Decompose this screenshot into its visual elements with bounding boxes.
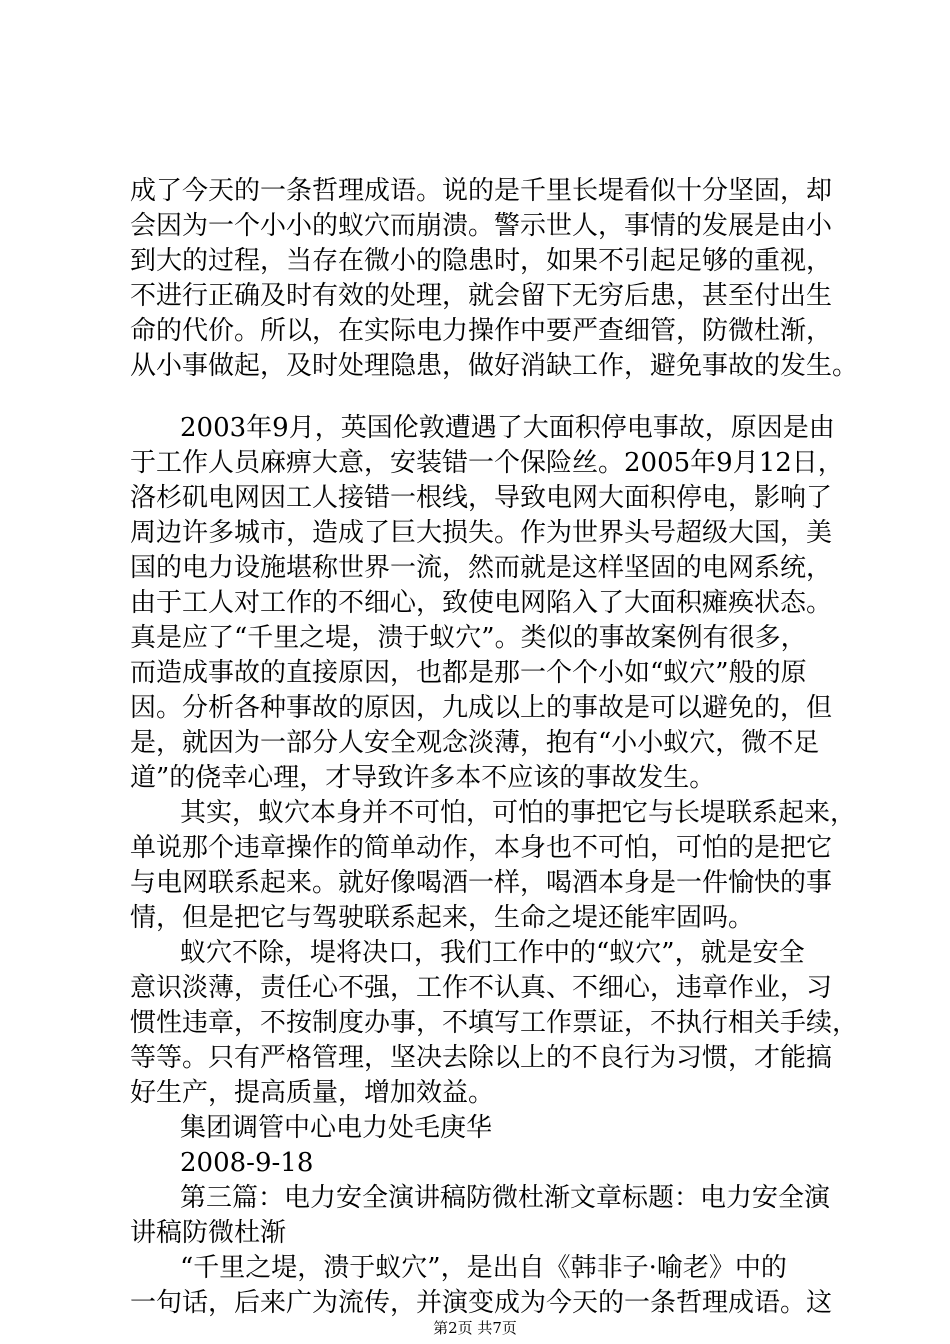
text-line: 惯性违章，不按制度办事，不填写工作票证，不执行相关手续， xyxy=(130,1008,859,1038)
text-line: 道”的侥幸心理，才导致许多本不应该的事故发生。 xyxy=(130,763,716,793)
date-line: 2008-9-18 xyxy=(180,1148,314,1178)
author-line: 集团调管中心电力处毛庚华 xyxy=(180,1113,493,1143)
text-line: 意识淡薄，责任心不强，工作不认真、不细心，违章作业，习 xyxy=(130,973,833,1003)
text-line: 到大的过程，当存在微小的隐患时，如果不引起足够的重视， xyxy=(130,246,833,276)
text-line: 等等。只有严格管理，坚决去除以上的不良行为习惯，才能搞 xyxy=(130,1043,833,1073)
text-line: 2003年9月，英国伦敦遭遇了大面积停电事故，原因是由 xyxy=(180,413,835,443)
text-line: 好生产，提高质量，增加效益。 xyxy=(130,1078,495,1108)
text-line: 不进行正确及时有效的处理，就会留下无穷后患，甚至付出生 xyxy=(130,281,833,311)
text-line: 因。分析各种事故的原因，九成以上的事故是可以避免的，但 xyxy=(130,693,833,723)
text-line: 成了今天的一条哲理成语。说的是千里长堤看似十分坚固，却 xyxy=(130,176,833,206)
text-line: 情，但是把它与驾驶联系起来，生命之堤还能牢固吗。 xyxy=(130,903,755,933)
text-line: 是，就因为一部分人安全观念淡薄，抱有“小小蚁穴，微不足 xyxy=(130,728,820,758)
text-line: 会因为一个小小的蚁穴而崩溃。警示世人，事情的发展是由小 xyxy=(130,211,833,241)
text-line: 单说那个违章操作的简单动作，本身也不可怕，可怕的是把它 xyxy=(130,833,833,863)
text-line: 其实，蚁穴本身并不可怕，可怕的事把它与长堤联系起来， xyxy=(180,798,857,828)
page-number: 第2页 共7页 xyxy=(433,1319,517,1337)
section-heading: 第三篇：电力安全演讲稿防微杜渐文章标题：电力安全演 xyxy=(180,1183,831,1213)
text-line: 一句话，后来广为流传，并演变成为今天的一条哲理成语。这 xyxy=(130,1288,833,1318)
text-line: 蚁穴不除，堤将决口，我们工作中的“蚁穴”，就是安全 xyxy=(180,938,805,968)
text-line: 洛杉矶电网因工人接错一根线，导致电网大面积停电，影响了 xyxy=(130,483,833,513)
text-line: 命的代价。所以，在实际电力操作中要严查细管，防微杜渐， xyxy=(130,316,833,346)
text-line: “千里之堤，溃于蚁穴”，是出自《韩非子·喻老》中的 xyxy=(180,1253,787,1283)
text-line: 从小事做起，及时处理隐患，做好消缺工作，避免事故的发生。 xyxy=(130,351,859,381)
text-line: 由于工人对工作的不细心，致使电网陷入了大面积瘫痪状态。 xyxy=(130,588,833,618)
text-line: 国的电力设施堪称世界一流，然而就是这样坚固的电网系统， xyxy=(130,553,833,583)
text-line: 于工作人员麻痹大意，安装错一个保险丝。2005年9月12日， xyxy=(130,448,844,478)
text-line: 真是应了“千里之堤，溃于蚁穴”。类似的事故案例有很多， xyxy=(130,623,807,653)
text-line: 周边许多城市，造成了巨大损失。作为世界头号超级大国，美 xyxy=(130,518,833,548)
text-line: 而造成事故的直接原因，也都是那一个个小如“蚁穴”般的原 xyxy=(130,658,807,688)
section-heading: 讲稿防微杜渐 xyxy=(130,1218,287,1248)
text-line: 与电网联系起来。就好像喝酒一样，喝酒本身是一件愉快的事 xyxy=(130,868,833,898)
